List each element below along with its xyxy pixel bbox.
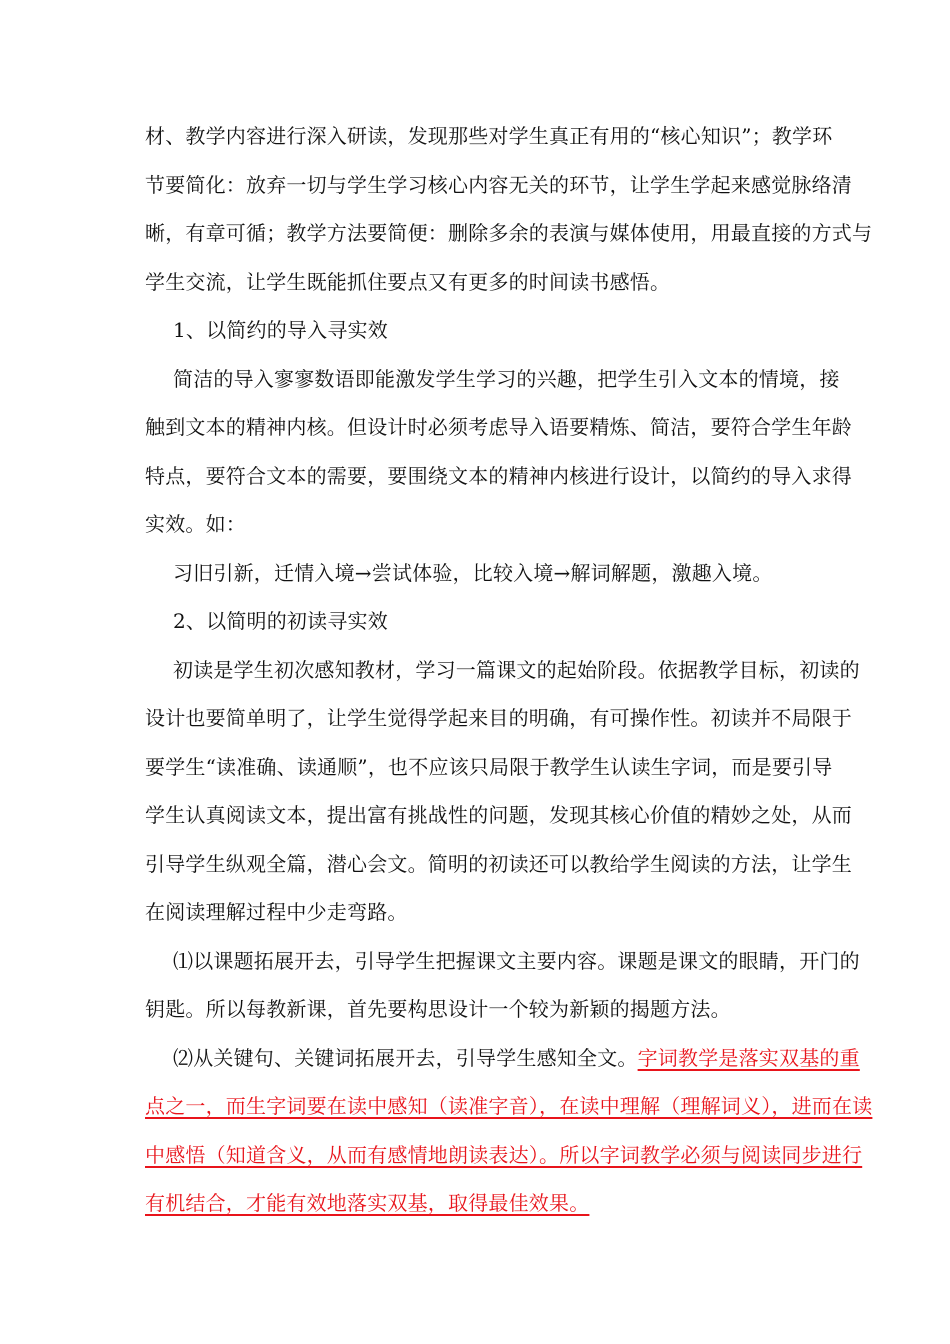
highlighted-text: 有机结合，才能有效地落实双基，取得最佳效果。 (145, 1191, 590, 1215)
list-item-1-line: ⑴以课题拓展开去，引导学生把握课文主要内容。课题是课文的眼睛，开门的 (173, 948, 860, 973)
text-line: 学生认真阅读文本，提出富有挑战性的问题，发现其核心价值的精妙之处，从而 (145, 803, 852, 827)
document-page (145, 112, 873, 1228)
text-line: 触到文本的精神内核。但设计时必须考虑导入语要精炼、简洁，要符合学生年龄 (145, 415, 852, 439)
highlighted-text-line: 点之一，而生字词要在读中感知（读准字音），在读中理解（理解词义），进而在读 (145, 1094, 873, 1118)
text-line: 要学生“读准确、读通顺”，也不应该只局限于教学生认读生字词，而是要引导 (145, 754, 833, 779)
list-item-2-text: ⑵从关键句、关键词拓展开去，引导学生感知全文。 (173, 1045, 638, 1070)
text-line: 节要简化：放弃一切与学生学习核心内容无关的环节，让学生学起来感觉脉络清 (145, 172, 852, 197)
text-line: 在阅读理解过程中少走弯路。 (145, 900, 408, 924)
list-item-2-line (145, 1034, 860, 1083)
text-line: 引导学生纵观全篇，潜心会文。简明的初读还可以教给学生阅读的方法，让学生 (145, 851, 852, 876)
highlighted-text-line (145, 1179, 810, 1228)
list-item-1-line: 钥匙。所以每教新课，首先要构思设计一个较为新颖的揭题方法。 (145, 997, 731, 1021)
text-line: 简洁的导入寥寥数语即能激发学生学习的兴趣，把学生引入文本的情境，接 (173, 366, 840, 391)
text-line: 特点，要符合文本的需要，要围绕文本的精神内核进行设计，以简约的导入求得 (145, 463, 852, 488)
text-line: 材、教学内容进行深入研读，发现那些对学生真正有用的“核心知识”；教学环 (145, 124, 833, 148)
text-line: 设计也要简单明了，让学生觉得学起来目的明确，有可操作性。初读并不局限于 (145, 706, 852, 730)
section-heading-2: 2、以简明的初读寻实效 (173, 609, 388, 633)
text-line: 实效。如： (145, 512, 246, 536)
example-line: 习旧引新，迁情入境→尝试体验，比较入境→解词解题，激趣入境。 (173, 560, 773, 585)
text-line: 初读是学生初次感知教材，学习一篇课文的起始阶段。依据教学目标，初读的 (173, 657, 860, 682)
highlighted-text-line: 中感悟（知道含义，从而有感情地朗读表达）。所以字词教学必须与阅读同步进行 (145, 1142, 863, 1167)
section-heading-1: 1、以简约的导入寻实效 (173, 318, 388, 342)
text-line: 晰，有章可循；教学方法要简便：删除多余的表演与媒体使用，用最直接的方式与 (145, 221, 873, 245)
text-line: 学生交流，让学生既能抓住要点又有更多的时间读书感悟。 (145, 269, 671, 294)
highlighted-text: 字词教学是落实双基的重 (637, 1045, 860, 1070)
